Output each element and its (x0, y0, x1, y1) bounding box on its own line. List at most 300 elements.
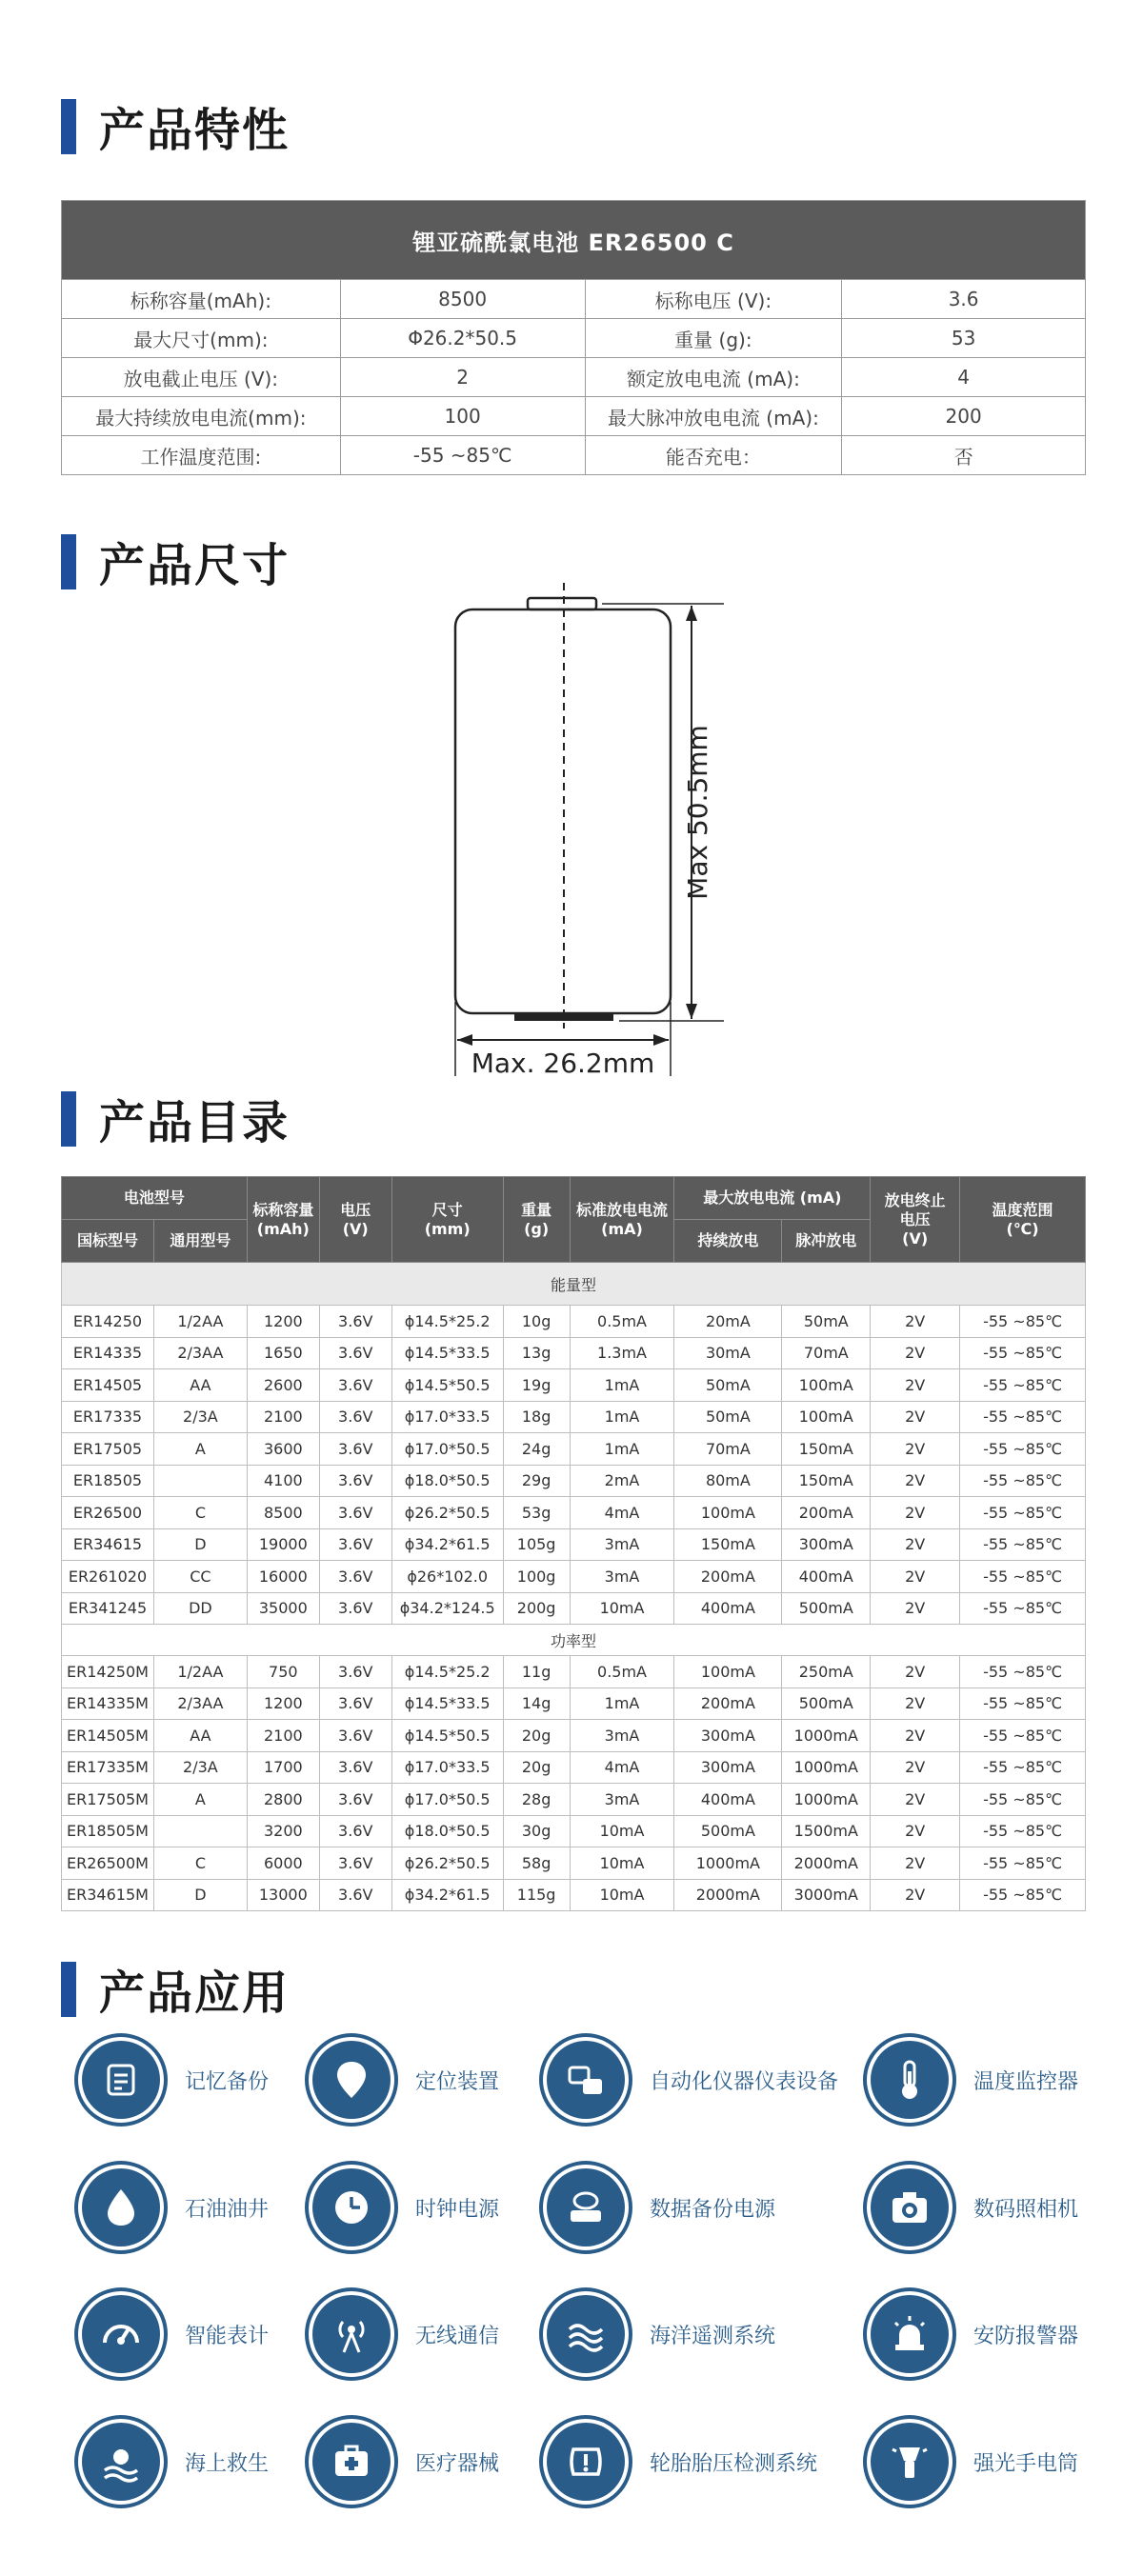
application-label: 安防报警器 (973, 2324, 1079, 2348)
table-cell: 1200 (247, 1687, 319, 1720)
table-cell: 2V (871, 1497, 960, 1529)
table-cell: 3600 (247, 1433, 319, 1466)
section-heading: 产品应用 (99, 1967, 291, 2020)
application-item (871, 2423, 1078, 2501)
table-cell: ϕ14.5*25.2 (391, 1306, 503, 1338)
table-cell: ER17335M (62, 1751, 154, 1784)
table-cell: 1.3mA (570, 1337, 674, 1369)
table-cell: 10mA (570, 1847, 674, 1880)
data-backup-icon (547, 2168, 625, 2247)
battery-terminal (528, 598, 596, 609)
table-cell: -55 ~85℃ (960, 1306, 1086, 1338)
table-cell: 1mA (570, 1687, 674, 1720)
table-cell: C (153, 1847, 247, 1880)
application-label: 海洋遥测系统 (650, 2324, 776, 2348)
spec-value: 8500 (340, 280, 585, 319)
table-row (62, 1720, 1086, 1752)
table-cell: 3.6V (319, 1879, 391, 1911)
table-cell: 100mA (674, 1656, 782, 1688)
table-cell: 1000mA (674, 1847, 782, 1880)
table-cell: 1mA (570, 1433, 674, 1466)
table-cell: ϕ17.0*33.5 (391, 1401, 503, 1433)
table-cell: -55 ~85℃ (960, 1656, 1086, 1688)
arrow-head-icon (686, 1004, 697, 1019)
table-cell: 2V (871, 1401, 960, 1433)
application-label: 记忆备份 (185, 2069, 270, 2094)
table-cell: 2V (871, 1433, 960, 1466)
table-cell: 3.6V (319, 1369, 391, 1402)
table-cell: ϕ26.2*50.5 (391, 1847, 503, 1880)
table-cell: -55 ~85℃ (960, 1561, 1086, 1593)
table-cell: 2V (871, 1656, 960, 1688)
table-row (62, 1497, 1086, 1529)
table-cell: ER18505M (62, 1815, 154, 1847)
table-cell: 100mA (782, 1401, 871, 1433)
header-max-current: 最大放电电流 (mA) (674, 1177, 871, 1220)
table-cell: 1650 (247, 1337, 319, 1369)
table-row (62, 1306, 1086, 1338)
spec-label: 放电截止电压 (V): (62, 358, 341, 397)
table-cell: D (153, 1528, 247, 1561)
spec-label: 标称容量(mAh): (62, 280, 341, 319)
table-cell: -55 ~85℃ (960, 1465, 1086, 1497)
table-cell: 3.6V (319, 1337, 391, 1369)
table-cell: 6000 (247, 1847, 319, 1880)
application-item (871, 2295, 1078, 2373)
table-cell: -55 ~85℃ (960, 1847, 1086, 1880)
header-temp: 温度范围 (℃) (960, 1177, 1086, 1263)
location-pin-icon (312, 2041, 391, 2119)
table-cell: ϕ14.5*50.5 (391, 1720, 503, 1752)
table-cell: 50mA (782, 1306, 871, 1338)
table-cell: 2/3AA (153, 1337, 247, 1369)
table-cell: 3.6V (319, 1815, 391, 1847)
header-continuous: 持续放电 (674, 1220, 782, 1263)
application-label: 智能表计 (185, 2324, 270, 2348)
application-item (871, 2041, 1078, 2119)
spec-label: 能否充电： (585, 436, 842, 475)
table-cell: ϕ14.5*50.5 (391, 1369, 503, 1402)
arrow-head-icon (653, 1034, 669, 1046)
table-cell: 16000 (247, 1561, 319, 1593)
table-cell: 2V (871, 1337, 960, 1369)
spec-row (62, 436, 1086, 475)
table-cell: ϕ26*102.0 (391, 1561, 503, 1593)
table-cell: -55 ~85℃ (960, 1592, 1086, 1625)
table-cell: ER14250M (62, 1656, 154, 1688)
table-cell: ER18505 (62, 1465, 154, 1497)
section-title-applications (61, 1956, 290, 2022)
group-row (62, 1263, 1086, 1306)
table-cell: 50mA (674, 1401, 782, 1433)
table-cell: 4100 (247, 1465, 319, 1497)
spec-label: 额定放电电流 (mA): (585, 358, 842, 397)
table-cell: ϕ14.5*33.5 (391, 1337, 503, 1369)
table-cell: 500mA (782, 1592, 871, 1625)
table-cell: 200mA (782, 1497, 871, 1529)
arrow-head-icon (457, 1034, 472, 1046)
table-cell: 2/3A (153, 1751, 247, 1784)
table-cell: 3.6V (319, 1784, 391, 1816)
table-cell: 2V (871, 1528, 960, 1561)
header-model: 电池型号 (62, 1177, 248, 1220)
table-cell: ER17505M (62, 1784, 154, 1816)
table-cell: ER17505 (62, 1433, 154, 1466)
section-title-catalog (61, 1086, 290, 1151)
application-label: 石油油井 (185, 2197, 270, 2222)
table-cell: 400mA (674, 1592, 782, 1625)
table-cell: ϕ18.0*50.5 (391, 1465, 503, 1497)
height-label: Max 50.5mm (682, 725, 713, 900)
table-cell: DD (153, 1592, 247, 1625)
table-cell: 2V (871, 1784, 960, 1816)
header-gb-model: 国标型号 (62, 1220, 154, 1263)
table-cell: D (153, 1879, 247, 1911)
table-cell: 20g (503, 1720, 570, 1752)
header-voltage: 电压 (V) (319, 1177, 391, 1263)
table-cell: ϕ26.2*50.5 (391, 1497, 503, 1529)
catalog-table (61, 1176, 1086, 1911)
table-cell: A (153, 1784, 247, 1816)
header-cutoff: 放电终止 电压 (V) (871, 1177, 960, 1263)
table-cell: 24g (503, 1433, 570, 1466)
header-capacity: 标称容量 (mAh) (247, 1177, 319, 1263)
spec-row (62, 358, 1086, 397)
table-cell: 3.6V (319, 1656, 391, 1688)
table-cell: 3.6V (319, 1497, 391, 1529)
spec-value: 200 (842, 397, 1086, 436)
table-cell: 10mA (570, 1815, 674, 1847)
header-weight: 重量 (g) (503, 1177, 570, 1263)
table-cell: CC (153, 1561, 247, 1593)
table-cell: ER17335 (62, 1401, 154, 1433)
table-cell: -55 ~85℃ (960, 1337, 1086, 1369)
table-cell: -55 ~85℃ (960, 1751, 1086, 1784)
application-label: 医疗器械 (415, 2451, 500, 2476)
table-cell: -55 ~85℃ (960, 1401, 1086, 1433)
table-cell: 300mA (674, 1720, 782, 1752)
table-cell: ϕ34.2*124.5 (391, 1592, 503, 1625)
application-item (312, 2295, 499, 2373)
table-cell: 3200 (247, 1815, 319, 1847)
table-cell: 115g (503, 1879, 570, 1911)
table-cell: ϕ17.0*33.5 (391, 1751, 503, 1784)
table-cell: 3.6V (319, 1720, 391, 1752)
table-cell: 1mA (570, 1369, 674, 1402)
table-cell: 2mA (570, 1465, 674, 1497)
table-row (62, 1369, 1086, 1402)
table-cell: ER14505M (62, 1720, 154, 1752)
table-cell: 2V (871, 1720, 960, 1752)
application-label: 轮胎胎压检测系统 (650, 2451, 818, 2476)
table-row (62, 1687, 1086, 1720)
table-cell: ϕ34.2*61.5 (391, 1528, 503, 1561)
table-cell: 1500mA (782, 1815, 871, 1847)
table-cell: -55 ~85℃ (960, 1369, 1086, 1402)
header-size: 尺寸 (mm) (391, 1177, 503, 1263)
application-label: 温度监控器 (973, 2069, 1079, 2094)
table-cell: 3.6V (319, 1847, 391, 1880)
table-cell: 1/2AA (153, 1656, 247, 1688)
table-cell: 10g (503, 1306, 570, 1338)
table-cell: 500mA (782, 1687, 871, 1720)
medical-kit-icon (312, 2423, 391, 2501)
table-cell: 2100 (247, 1401, 319, 1433)
group-label: 能量型 (62, 1263, 1086, 1306)
table-cell: -55 ~85℃ (960, 1687, 1086, 1720)
table-cell: 2100 (247, 1720, 319, 1752)
table-cell: 250mA (782, 1656, 871, 1688)
application-item (871, 2168, 1078, 2247)
table-cell: 28g (503, 1784, 570, 1816)
alarm-icon (871, 2295, 949, 2373)
table-cell: 3000mA (782, 1879, 871, 1911)
spec-label: 最大持续放电电流(mm): (62, 397, 341, 436)
spec-value: 100 (340, 397, 585, 436)
section-heading: 产品特性 (99, 104, 291, 157)
table-cell: AA (153, 1369, 247, 1402)
spec-value: Φ26.2*50.5 (340, 319, 585, 358)
table-cell: 53g (503, 1497, 570, 1529)
table-row (62, 1592, 1086, 1625)
table-cell: 1200 (247, 1306, 319, 1338)
table-cell: 150mA (782, 1465, 871, 1497)
table-cell: 500mA (674, 1815, 782, 1847)
table-cell: 18g (503, 1401, 570, 1433)
section-title-features (61, 93, 290, 159)
application-item (312, 2168, 499, 2247)
table-cell: 1700 (247, 1751, 319, 1784)
application-label: 自动化仪器仪表设备 (650, 2069, 839, 2094)
table-cell: ER34615M (62, 1879, 154, 1911)
table-cell: 2000mA (674, 1879, 782, 1911)
header-pulse: 脉冲放电 (782, 1220, 871, 1263)
table-cell: 2V (871, 1751, 960, 1784)
table-cell: 3mA (570, 1528, 674, 1561)
application-item (312, 2041, 499, 2119)
table-row (62, 1784, 1086, 1816)
table-cell: 2V (871, 1592, 960, 1625)
table-cell: 3mA (570, 1720, 674, 1752)
application-label: 数码照相机 (973, 2197, 1079, 2222)
table-cell: 300mA (782, 1528, 871, 1561)
table-cell: 2V (871, 1687, 960, 1720)
table-cell: 200g (503, 1592, 570, 1625)
table-row (62, 1337, 1086, 1369)
table-cell: 3.6V (319, 1306, 391, 1338)
table-cell: 3.6V (319, 1592, 391, 1625)
spec-row (62, 397, 1086, 436)
table-cell: 1/2AA (153, 1306, 247, 1338)
spec-value: 否 (842, 436, 1086, 475)
section-title-dimensions (61, 529, 290, 594)
table-cell: 1000mA (782, 1720, 871, 1752)
section-heading: 产品目录 (99, 1096, 291, 1149)
instrument-icon (547, 2041, 625, 2119)
table-cell: 3.6V (319, 1401, 391, 1433)
table-cell: 20mA (674, 1306, 782, 1338)
table-cell: 1mA (570, 1401, 674, 1433)
table-row (62, 1561, 1086, 1593)
table-cell: 10mA (570, 1879, 674, 1911)
clock-icon (312, 2168, 391, 2247)
table-cell: 4mA (570, 1497, 674, 1529)
group-label: 功率型 (62, 1625, 1086, 1656)
table-cell: ϕ17.0*50.5 (391, 1784, 503, 1816)
table-cell: 3.6V (319, 1433, 391, 1466)
table-cell: ER341245 (62, 1592, 154, 1625)
table-cell: 70mA (674, 1433, 782, 1466)
table-cell: 400mA (674, 1784, 782, 1816)
table-cell: 19g (503, 1369, 570, 1402)
table-cell: ϕ14.5*25.2 (391, 1656, 503, 1688)
spec-label: 最大尺寸(mm): (62, 319, 341, 358)
wireless-tower-icon (312, 2295, 391, 2373)
spec-value: 2 (340, 358, 585, 397)
table-cell: -55 ~85℃ (960, 1815, 1086, 1847)
spec-row (62, 280, 1086, 319)
table-cell: 4mA (570, 1751, 674, 1784)
table-cell: 3.6V (319, 1528, 391, 1561)
table-cell: 19000 (247, 1528, 319, 1561)
table-cell: 3.6V (319, 1465, 391, 1497)
table-cell: 29g (503, 1465, 570, 1497)
table-cell: 3.6V (319, 1561, 391, 1593)
application-item (82, 2423, 269, 2501)
table-cell: 400mA (782, 1561, 871, 1593)
table-cell: 200mA (674, 1561, 782, 1593)
table-cell: ϕ17.0*50.5 (391, 1433, 503, 1466)
table-cell: 0.5mA (570, 1656, 674, 1688)
table-cell: 2V (871, 1306, 960, 1338)
table-cell: 20g (503, 1751, 570, 1784)
table-cell: 2V (871, 1465, 960, 1497)
table-row (62, 1815, 1086, 1847)
table-cell: ER26500M (62, 1847, 154, 1880)
table-cell: A (153, 1433, 247, 1466)
width-label: Max. 26.2mm (471, 1048, 655, 1079)
spec-value: 53 (842, 319, 1086, 358)
table-cell (153, 1465, 247, 1497)
table-cell: 50mA (674, 1369, 782, 1402)
spec-table (61, 200, 1086, 475)
table-cell: 11g (503, 1656, 570, 1688)
table-cell: 30mA (674, 1337, 782, 1369)
table-cell: 10mA (570, 1592, 674, 1625)
table-cell: 100mA (674, 1497, 782, 1529)
application-item (312, 2423, 499, 2501)
table-cell: 35000 (247, 1592, 319, 1625)
section-heading: 产品尺寸 (99, 539, 291, 592)
table-cell: ER34615 (62, 1528, 154, 1561)
table-cell: 70mA (782, 1337, 871, 1369)
table-cell: 2600 (247, 1369, 319, 1402)
table-cell: -55 ~85℃ (960, 1784, 1086, 1816)
application-item (82, 2041, 269, 2119)
table-cell: 80mA (674, 1465, 782, 1497)
spec-label: 标称电压 (V): (585, 280, 842, 319)
battery-outline-svg (429, 571, 752, 1086)
application-label: 无线通信 (415, 2324, 500, 2348)
table-cell: 300mA (674, 1751, 782, 1784)
table-cell: 200mA (674, 1687, 782, 1720)
application-item (547, 2423, 817, 2501)
spec-value: -55 ~85℃ (340, 436, 585, 475)
table-cell: ER26500 (62, 1497, 154, 1529)
table-cell: 14g (503, 1687, 570, 1720)
table-cell: 30g (503, 1815, 570, 1847)
flashlight-icon (871, 2423, 949, 2501)
table-row (62, 1847, 1086, 1880)
spec-table-title: 锂亚硫酰氯电池 ER26500 C (62, 201, 1086, 280)
table-row (62, 1465, 1086, 1497)
tire-pressure-icon (547, 2423, 625, 2501)
application-item (82, 2295, 269, 2373)
application-label: 数据备份电源 (650, 2197, 776, 2222)
gauge-icon (82, 2295, 160, 2373)
table-cell: ER261020 (62, 1561, 154, 1593)
table-cell: 100g (503, 1561, 570, 1593)
camera-icon (871, 2168, 949, 2247)
ocean-wave-icon (547, 2295, 625, 2373)
table-cell: 2/3AA (153, 1687, 247, 1720)
header-common-model: 通用型号 (153, 1220, 247, 1263)
table-cell: 1000mA (782, 1751, 871, 1784)
application-label: 海上救生 (185, 2451, 270, 2476)
table-row (62, 1528, 1086, 1561)
table-cell: -55 ~85℃ (960, 1433, 1086, 1466)
table-cell: -55 ~85℃ (960, 1497, 1086, 1529)
table-cell: 3.6V (319, 1687, 391, 1720)
section-accent-bar (61, 1962, 76, 2017)
table-cell: 3.6V (319, 1751, 391, 1784)
table-cell (153, 1815, 247, 1847)
table-row (62, 1401, 1086, 1433)
table-cell: 1000mA (782, 1784, 871, 1816)
table-cell: 2V (871, 1815, 960, 1847)
table-cell: ER14250 (62, 1306, 154, 1338)
section-accent-bar (61, 534, 76, 589)
table-cell: ϕ14.5*33.5 (391, 1687, 503, 1720)
application-item (547, 2041, 838, 2119)
table-cell: 58g (503, 1847, 570, 1880)
sea-rescue-icon (82, 2423, 160, 2501)
section-accent-bar (61, 99, 76, 154)
spec-label: 重量 (g): (585, 319, 842, 358)
table-cell: 2/3A (153, 1401, 247, 1433)
table-cell: ϕ34.2*61.5 (391, 1879, 503, 1911)
spec-label: 工作温度范围: (62, 436, 341, 475)
applications-grid (82, 2041, 1092, 2536)
application-item (82, 2168, 269, 2247)
application-label: 强光手电筒 (973, 2451, 1079, 2476)
table-cell: 3mA (570, 1784, 674, 1816)
application-item (547, 2168, 775, 2247)
table-cell: 2000mA (782, 1847, 871, 1880)
table-cell: 2V (871, 1561, 960, 1593)
table-cell: 105g (503, 1528, 570, 1561)
table-cell: ER14335 (62, 1337, 154, 1369)
table-cell: 8500 (247, 1497, 319, 1529)
table-cell: AA (153, 1720, 247, 1752)
table-row (62, 1656, 1086, 1688)
table-cell: C (153, 1497, 247, 1529)
table-cell: -55 ~85℃ (960, 1720, 1086, 1752)
memory-backup-icon (82, 2041, 160, 2119)
application-item (547, 2295, 775, 2373)
table-cell: ER14505 (62, 1369, 154, 1402)
header-std-current: 标准放电电流 (mA) (570, 1177, 674, 1263)
